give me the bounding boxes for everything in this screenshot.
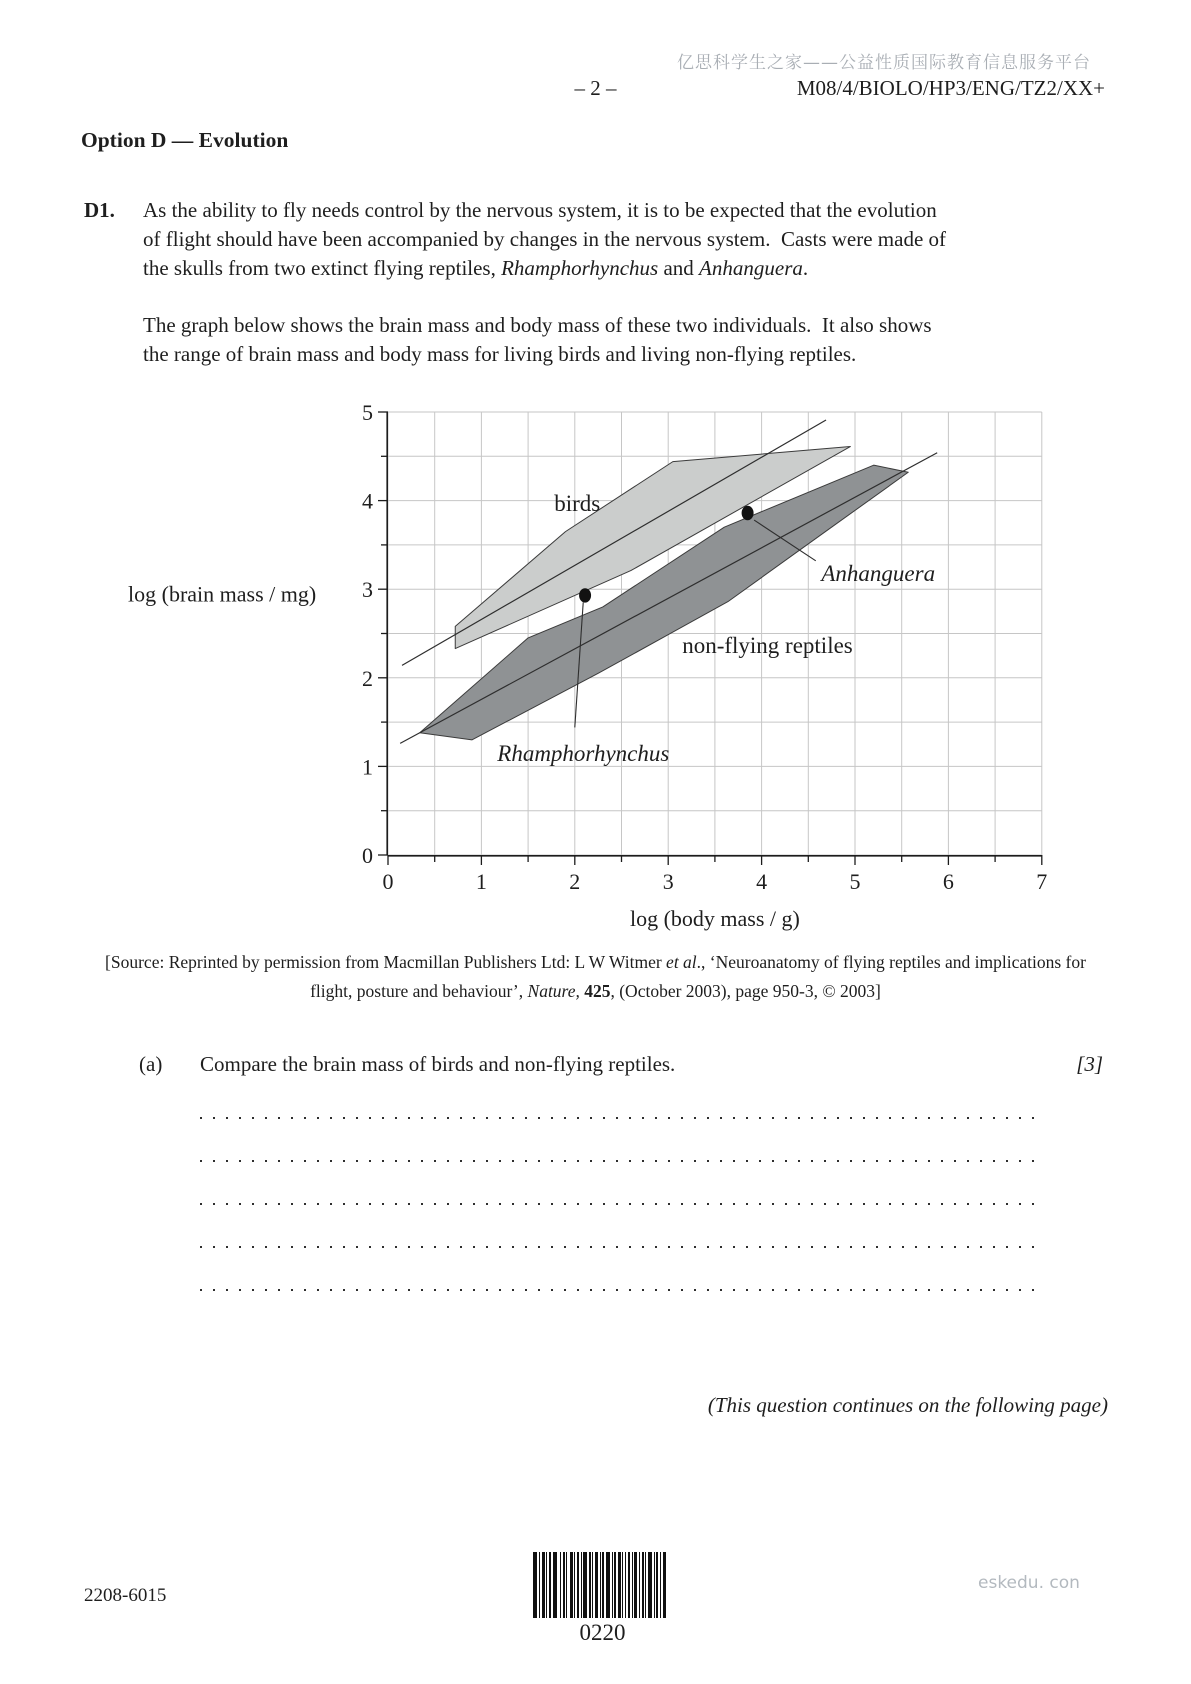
species-name-rhamphorhynchus: Rhamphorhynchus (501, 256, 659, 280)
source-text: [Source: Reprinted by permission from Macmillan Publishers Ltd: L W Witmer (105, 952, 667, 972)
point-label-Anhanguera: Anhanguera (821, 561, 936, 587)
question-number: D1. (84, 198, 115, 222)
question-line-text: . (802, 256, 809, 280)
brain-body-mass-chart (100, 392, 1100, 937)
species-name-anhanguera: Anhanguera (699, 256, 803, 280)
x-tick-label: 0 (382, 869, 394, 894)
section-title: Option D — Evolution (81, 128, 289, 152)
y-tick-label: 3 (362, 577, 373, 603)
x-axis-title: log (body mass / g) (629, 906, 800, 931)
y-tick-label: 4 (362, 488, 373, 514)
question-line-text: and (658, 256, 700, 280)
continuation-note: (This question continues on the following page) (707, 1393, 1108, 1417)
question-line: of flight should have been accompanied by changes in the nervous system. Casts were made of (143, 227, 947, 251)
source-volume-number: 425 (584, 981, 611, 1001)
page-number: – 2 – (574, 76, 617, 100)
x-tick-label: 1 (475, 869, 487, 894)
y-tick-label: 5 (362, 400, 373, 425)
question-paragraph-1 (143, 196, 946, 283)
region-label-birds: birds (554, 491, 601, 517)
answer-line-1 (200, 1117, 1042, 1119)
y-tick-label: 0 (362, 843, 373, 868)
x-tick-label: 4 (756, 869, 768, 894)
part-a-label: (a) (139, 1052, 163, 1076)
question-line (143, 254, 946, 283)
question-paragraph-2 (143, 311, 932, 369)
answer-line-3 (200, 1203, 1042, 1205)
paper-code: M08/4/BIOLO/HP3/ENG/TZ2/XX+ (796, 76, 1105, 100)
question-line: the range of brain mass and body mass for living birds and living non-flying reptiles. (143, 342, 857, 366)
answer-line-4 (200, 1246, 1042, 1248)
answer-line-2 (200, 1160, 1042, 1162)
source-text: , (October 2003), page 950-3, © 2003] (610, 981, 881, 1001)
source-journal-name: Nature, (527, 981, 585, 1001)
x-tick-label: 2 (569, 869, 581, 894)
answer-line-5 (200, 1289, 1042, 1291)
source-note-line-1 (0, 952, 1191, 973)
y-axis-title: log (brain mass / mg) (128, 581, 317, 607)
x-tick-label: 3 (662, 869, 674, 894)
source-text: flight, posture and behaviour’, (310, 981, 528, 1001)
barcode (533, 1552, 672, 1618)
platform-watermark: 亿思科学生之家——公益性质国际教育信息服务平台 (677, 53, 1091, 73)
source-note-line-2 (0, 981, 1191, 1002)
question-line: As the ability to fly needs control by the nervous system, it is to be expected that the evolution (143, 198, 937, 222)
footer-site-watermark: eskedu. con (978, 1573, 1080, 1593)
barcode-number: 0220 (579, 1620, 626, 1645)
x-tick-label: 7 (1036, 869, 1048, 894)
y-tick-label: 2 (362, 665, 373, 691)
part-a-prompt: Compare the brain mass of birds and non-flying reptiles. (200, 1052, 676, 1076)
x-tick-label: 5 (849, 869, 861, 894)
region-label-non-flying-reptiles: non-flying reptiles (682, 632, 853, 658)
source-text-italic: et al (666, 952, 697, 972)
footer-doc-code: 2208-6015 (84, 1585, 167, 1606)
y-tick-label: 1 (362, 754, 373, 780)
point-label-Rhamphorhynchus: Rhamphorhynchus (497, 741, 670, 767)
part-a-marks: [3] (1076, 1052, 1103, 1076)
question-line: The graph below shows the brain mass and body mass of these two individuals. It also shows (143, 313, 932, 337)
question-line-text: the skulls from two extinct flying reptiles, (143, 256, 502, 280)
x-tick-label: 6 (942, 869, 954, 894)
source-text: ., ‘Neuroanatomy of flying reptiles and implications for (696, 952, 1086, 972)
